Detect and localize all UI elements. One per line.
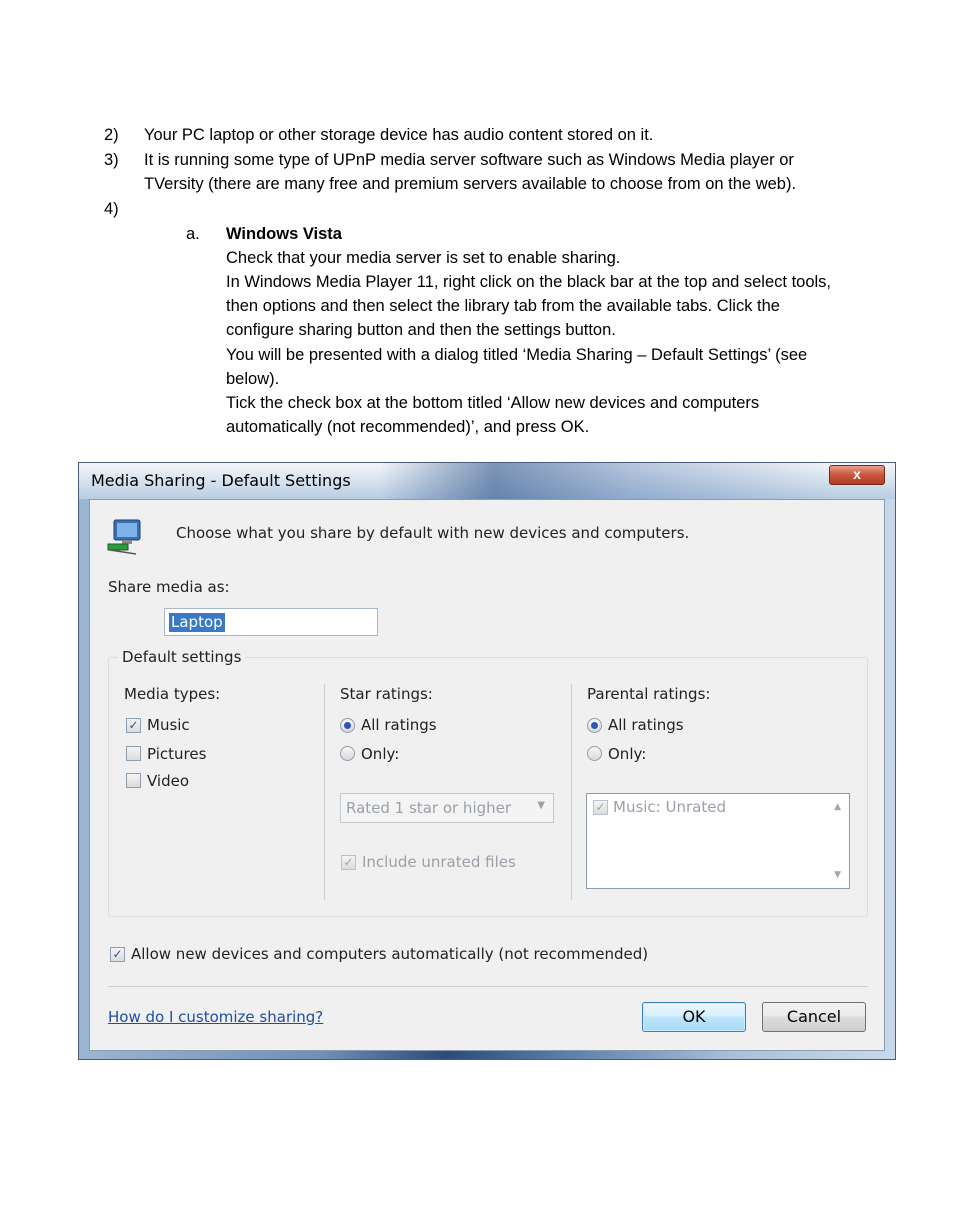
list-item-text: TVersity (there are many free and premium servers available to choose from on the web). [144,175,797,193]
parental-ratings-list[interactable] [586,793,850,889]
share-media-as-label: Share media as: [108,578,230,596]
music-checkbox[interactable]: ✓ [126,718,141,733]
dialog-client [89,499,885,1051]
music-label: Music [147,716,190,734]
pictures-checkbox[interactable] [126,746,141,761]
dialog-titlebar [79,463,895,499]
video-checkbox[interactable] [126,773,141,788]
parental-only-radio[interactable] [587,746,602,761]
scroll-down-icon[interactable]: ▼ [834,870,841,880]
media-types-label: Media types: [124,685,221,703]
pictures-label: Pictures [147,745,207,763]
share-name-input[interactable] [164,608,378,636]
sub-label: a. [186,225,200,243]
paragraph-line: below). [226,370,280,388]
list-number: 3) [104,151,119,169]
star-ratings-label: Star ratings: [340,685,433,703]
customize-sharing-link[interactable]: How do I customize sharing? [108,1008,324,1026]
parental-all-ratings-label: All ratings [608,716,684,734]
star-only-radio[interactable] [340,746,355,761]
separator [108,986,868,987]
star-rating-select-value: Rated 1 star or higher [346,799,512,817]
music-unrated-checkbox[interactable]: ✓ [593,800,608,815]
paragraph-line: Tick the check box at the bottom titled ‘Allow new devices and computers [226,394,760,412]
allow-new-devices-label: Allow new devices and computers automatically (not recommended) [131,945,649,963]
dialog-title: Media Sharing - Default Settings [91,471,351,490]
list-item-text: It is running some type of UPnP media server software such as Windows Media player or [144,151,794,169]
close-icon: x [853,466,861,482]
share-name-value: Laptop [171,613,223,631]
column-divider [324,684,325,900]
paragraph-line: then options and then select the library tab from the available tabs. Click the [226,297,780,315]
include-unrated-checkbox[interactable]: ✓ [341,855,356,870]
media-sharing-icon [106,516,146,556]
paragraph-line: In Windows Media Player 11, right click on the black bar at the top and select tools, [226,273,832,291]
sub-heading: Windows Vista [226,225,342,243]
parental-all-ratings-radio[interactable] [587,718,602,733]
default-settings-label: Default settings [118,648,245,666]
video-label: Video [147,772,190,790]
list-number: 4) [104,200,119,218]
cancel-button[interactable]: Cancel [762,1002,866,1032]
star-all-ratings-label: All ratings [361,716,437,734]
intro-text: Choose what you share by default with new devices and computers. [176,524,690,542]
paragraph-line: You will be presented with a dialog titled ‘Media Sharing – Default Settings’ (see [226,346,808,364]
parental-ratings-label: Parental ratings: [587,685,711,703]
parental-only-label: Only: [608,745,647,763]
list-number: 2) [104,126,119,144]
paragraph-line: automatically (not recommended)’, and press OK. [226,418,590,436]
paragraph-line: Check that your media server is set to enable sharing. [226,249,621,267]
star-all-ratings-radio[interactable] [340,718,355,733]
paragraph-line: configure sharing button and then the settings button. [226,321,616,339]
close-button[interactable] [829,465,885,485]
include-unrated-label: Include unrated files [362,853,516,871]
list-item-text: Your PC laptop or other storage device has audio content stored on it. [144,126,654,144]
ok-button[interactable]: OK [642,1002,746,1032]
star-rating-select[interactable] [340,793,554,823]
column-divider [571,684,572,900]
allow-new-devices-checkbox[interactable]: ✓ [110,947,125,962]
scroll-up-icon[interactable]: ▲ [834,802,841,812]
chevron-down-icon: ▼ [537,800,545,811]
media-sharing-dialog [78,462,896,1060]
list-item: Music: Unrated [613,798,726,816]
star-only-label: Only: [361,745,400,763]
